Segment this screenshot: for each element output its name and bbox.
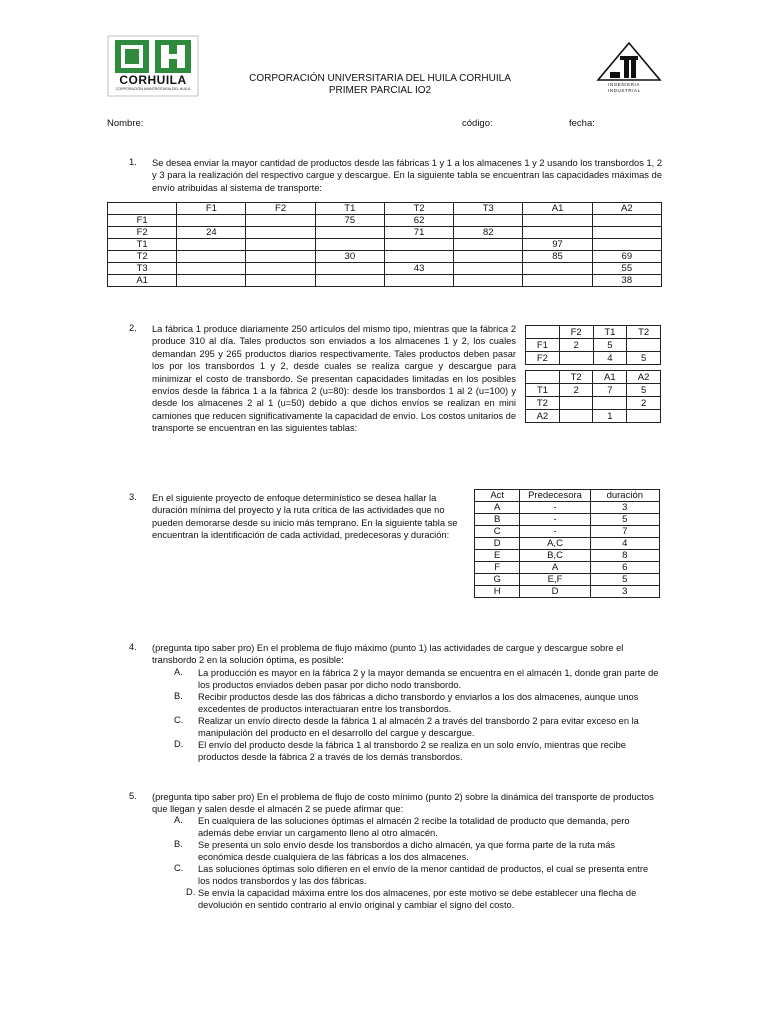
table-header-cell: A1 xyxy=(523,203,592,215)
table-cell: 4 xyxy=(590,538,659,550)
table-row xyxy=(475,574,660,586)
table-header-cell: F2 xyxy=(559,326,593,339)
table-cell: 43 xyxy=(384,263,453,275)
q4-option-d: El envío del producto desde la fábrica 1 al transbordo 2 se realiza en un solo envío, mientras que recibe productos desde la fábrica 2 a través de los demás transbordos. xyxy=(198,740,626,763)
table-cell: F1 xyxy=(526,339,560,352)
table-cell xyxy=(592,227,661,239)
table-header-row xyxy=(526,371,661,384)
table-cell: 5 xyxy=(593,339,627,352)
table-cell: 55 xyxy=(592,263,661,275)
table-row xyxy=(475,538,660,550)
table-cell xyxy=(315,227,384,239)
table-cell: 30 xyxy=(315,251,384,263)
table-cell xyxy=(454,263,523,275)
q5-option-d-letter: D. xyxy=(186,887,196,897)
table-cell: F2 xyxy=(526,352,560,365)
table-cell: A1 xyxy=(108,275,177,287)
table-cell xyxy=(523,215,592,227)
nombre-label: Nombre: xyxy=(107,118,144,129)
table-cell: 85 xyxy=(523,251,592,263)
table-row xyxy=(108,263,662,275)
table-row xyxy=(526,339,661,352)
table-header-cell: T1 xyxy=(315,203,384,215)
table-row xyxy=(526,410,661,423)
table-cell xyxy=(246,263,315,275)
table-cell xyxy=(177,239,246,251)
table-cell: 5 xyxy=(627,352,661,365)
q4-option-d-letter: D. xyxy=(174,739,184,749)
table-cell xyxy=(384,239,453,251)
table-cell: T2 xyxy=(108,251,177,263)
table-cell: F2 xyxy=(108,227,177,239)
q2-text: La fábrica 1 produce diariamente 250 artículos del mismo tipo, mientras que la fábrica 2 produce 310 al día. Tales productos son enviados a los almacenes 1 y 2, los cuales demandan 295 y 265 productos diarios respectivamente. Tales productos deben pasar los por los transbordos 1 y 2, desde cuales se realiza cargue y descargue para minimizar el costo de transbordo. Se presentan capacidades limitadas en los posibles envíos desde la fábrica 1 a la fábrica 2 (u=80): desde los transbordos 1 al 2 (u=100) y desde los almacenes 2 al 1 (u=50) debido a que dichos envíos se realizan en mini camiones que reducen significativamente la capacidad de envío. Los costos unitarios de transporte se encuentran en las siguientes tablas: xyxy=(152,324,516,434)
table-header-row xyxy=(526,326,661,339)
table-row xyxy=(475,514,660,526)
q5-option-a-letter: A. xyxy=(174,815,183,825)
logo-right-text-2: INDUSTRIAL xyxy=(608,88,641,93)
table-cell: C xyxy=(475,526,520,538)
table-cell xyxy=(246,251,315,263)
table-row xyxy=(475,526,660,538)
table-row xyxy=(108,251,662,263)
table-cell: A,C xyxy=(520,538,590,550)
table-cell xyxy=(559,410,593,423)
q4-option-c: Realizar un envío directo desde la fábrica 1 al almacén 2 a través del transbordo 2 para evitar exceso en la manipulación del producto en el desarrollo del cargue y descargue. xyxy=(198,716,639,739)
table-cell xyxy=(246,227,315,239)
table-cell: A xyxy=(520,562,590,574)
table-cell: 2 xyxy=(627,397,661,410)
table-cell: E,F xyxy=(520,574,590,586)
table-cell: G xyxy=(475,574,520,586)
table-cell: E xyxy=(475,550,520,562)
q4-option-c-letter: C. xyxy=(174,715,184,725)
table-cell xyxy=(454,275,523,287)
table-cell xyxy=(523,263,592,275)
table-cell xyxy=(523,275,592,287)
table-cell: 5 xyxy=(590,514,659,526)
triangle-logo-icon xyxy=(594,40,664,86)
q1-number: 1. xyxy=(129,157,137,167)
table-header-cell: A2 xyxy=(627,371,661,384)
table-cell: 7 xyxy=(590,526,659,538)
table-cell xyxy=(593,397,627,410)
table-row xyxy=(475,550,660,562)
table-cell xyxy=(454,215,523,227)
fecha-label: fecha: xyxy=(569,118,595,129)
q4-option-b-letter: B. xyxy=(174,691,183,701)
table-cell: D xyxy=(520,586,590,598)
q4-option-a-letter: A. xyxy=(174,667,183,677)
corhuila-logo xyxy=(107,35,199,97)
logo-left-text: CORHUILA xyxy=(119,73,187,87)
q2-cost-table-1 xyxy=(525,325,661,365)
q2-cost-table-2 xyxy=(525,370,661,423)
table-cell xyxy=(592,239,661,251)
table-row xyxy=(526,352,661,365)
table-cell xyxy=(315,275,384,287)
table-header-cell: Act xyxy=(475,490,520,502)
table-cell: F xyxy=(475,562,520,574)
table-cell xyxy=(559,397,593,410)
q5-text: (pregunta tipo saber pro) En el problema de flujo de costo mínimo (punto 2) sobre la dinámica del transporte de productos que llegan y salen desde el almacén 2 se puede afirmar que: xyxy=(152,792,654,815)
table-cell: 3 xyxy=(590,502,659,514)
table-cell xyxy=(177,263,246,275)
q4-option-a: La producción es mayor en la fábrica 2 y la mayor demanda se encuentra en el almacén 1, donde gran parte de los productos enviados deben pasar por dicho nodo transbordo. xyxy=(198,668,659,691)
table-cell: 5 xyxy=(590,574,659,586)
table-cell xyxy=(454,239,523,251)
q4-number: 4. xyxy=(129,642,137,652)
q2-number: 2. xyxy=(129,323,137,333)
table-row xyxy=(108,227,662,239)
table-cell xyxy=(592,215,661,227)
table-cell: H xyxy=(475,586,520,598)
table-row xyxy=(475,562,660,574)
table-row xyxy=(526,397,661,410)
table-cell: 75 xyxy=(315,215,384,227)
table-cell: B,C xyxy=(520,550,590,562)
table-cell: 3 xyxy=(590,586,659,598)
q5-option-c-letter: C. xyxy=(174,863,184,873)
q5-option-b: Se presenta un solo envío desde los transbordos a dicho almacén, ya que forma parte de la ruta más económica desde cualquiera de las fábricas a los dos almacenes. xyxy=(198,840,616,863)
table-header-cell: duración xyxy=(590,490,659,502)
table-cell: - xyxy=(520,502,590,514)
table-cell xyxy=(454,251,523,263)
q5-number: 5. xyxy=(129,791,137,801)
table-cell: T1 xyxy=(108,239,177,251)
table-cell: 69 xyxy=(592,251,661,263)
table-cell: 97 xyxy=(523,239,592,251)
q3-number: 3. xyxy=(129,492,137,502)
table-cell: T2 xyxy=(526,397,560,410)
table-row xyxy=(108,275,662,287)
table-cell xyxy=(246,275,315,287)
table-header-cell: T2 xyxy=(384,203,453,215)
table-header-row xyxy=(475,490,660,502)
table-cell: 62 xyxy=(384,215,453,227)
table-header-cell: F1 xyxy=(177,203,246,215)
q5-option-a: En cualquiera de las soluciones óptimas el almacén 2 recibe la totalidad de producto que demanda, pero además debe enviar un cargamento lleno al otro almacén. xyxy=(198,816,630,839)
table-header-cell: A2 xyxy=(592,203,661,215)
table-header-cell: F2 xyxy=(246,203,315,215)
table-cell xyxy=(315,263,384,275)
q4-text: (pregunta tipo saber pro) En el problema de flujo máximo (punto 1) las actividades de cargue y descargue sobre el transbordo 2 en la solución óptima, es posible: xyxy=(152,643,624,666)
table-cell: A2 xyxy=(526,410,560,423)
page-subtitle: PRIMER PARCIAL IO2 xyxy=(328,85,432,96)
table-header-cell xyxy=(526,326,560,339)
table-row xyxy=(108,239,662,251)
table-cell: 38 xyxy=(592,275,661,287)
q1-capacity-table xyxy=(107,202,662,287)
q5-option-c: Las soluciones óptimas solo difieren en el envío de la menor cantidad de productos, el cual se presenta entre los nodos transbordos y las dos fábricas. xyxy=(198,864,649,887)
table-cell: A xyxy=(475,502,520,514)
table-cell: 82 xyxy=(454,227,523,239)
table-cell xyxy=(315,239,384,251)
table-cell: 1 xyxy=(593,410,627,423)
table-cell xyxy=(559,352,593,365)
table-cell: 2 xyxy=(559,384,593,397)
table-cell: - xyxy=(520,514,590,526)
table-cell: B xyxy=(475,514,520,526)
table-cell: 6 xyxy=(590,562,659,574)
table-row xyxy=(475,502,660,514)
table-header-cell: T2 xyxy=(559,371,593,384)
table-cell xyxy=(627,410,661,423)
codigo-label: código: xyxy=(462,118,493,129)
q5-option-b-letter: B. xyxy=(174,839,183,849)
table-header-cell xyxy=(108,203,177,215)
logo-right-text-1: INGENIERIA xyxy=(608,82,641,87)
table-cell: 7 xyxy=(593,384,627,397)
table-cell: 2 xyxy=(559,339,593,352)
table-header-row xyxy=(108,203,662,215)
table-row xyxy=(108,215,662,227)
table-header-cell: T1 xyxy=(593,326,627,339)
q3-activities-table xyxy=(474,489,660,598)
table-cell xyxy=(246,215,315,227)
logo-left-sub: CORPORACIÓN UNIVERSITARIA DEL HUILA xyxy=(115,87,191,91)
table-header-cell: T3 xyxy=(454,203,523,215)
table-cell xyxy=(523,227,592,239)
ingenieria-logo xyxy=(594,40,664,102)
table-row xyxy=(526,384,661,397)
table-cell xyxy=(627,339,661,352)
table-cell: 24 xyxy=(177,227,246,239)
table-cell: T3 xyxy=(108,263,177,275)
table-header-cell xyxy=(526,371,560,384)
page-title: CORPORACIÓN UNIVERSITARIA DEL HUILA CORHUILA xyxy=(249,73,511,84)
q3-text: En el siguiente proyecto de enfoque determinístico se desea hallar la duración mínima del proyecto y la ruta crítica de las actividades que no pueden demorarse desde su inicio más temprano. En la siguiente tabla se encuentran la identificación de cada actividad, predecesoras y duración: xyxy=(152,493,458,541)
table-cell: 71 xyxy=(384,227,453,239)
table-row xyxy=(475,586,660,598)
q5-option-d: Se envía la capacidad máxima entre los dos almacenes, por este motivo se debe establecer una flecha de devolución en sentido contrario al envío original y cambiar el signo del costo. xyxy=(198,888,637,911)
table-cell xyxy=(384,275,453,287)
table-header-cell: Predecesora xyxy=(520,490,590,502)
q1-text: Se desea enviar la mayor cantidad de productos desde las fábricas 1 y 1 a los almacenes 1 y 2 usando los transbordos 1, 2 y 3 para la realización del respectivo cargue y descargue. En la siguiente tabla se encuentran las capacidades máximas de envío atribuidas al sistema de transporte: xyxy=(152,158,662,193)
table-cell: T1 xyxy=(526,384,560,397)
table-cell xyxy=(384,251,453,263)
table-header-cell: T2 xyxy=(627,326,661,339)
table-cell: D xyxy=(475,538,520,550)
q4-option-b: Recibir productos desde las dos fábricas a dicho transbordo y enviarlos a los dos almacenes, aunque unos excedentes de productos interactuaran entre los transbordos. xyxy=(198,692,639,715)
table-cell: 8 xyxy=(590,550,659,562)
table-cell xyxy=(177,251,246,263)
table-cell: F1 xyxy=(108,215,177,227)
table-cell xyxy=(246,239,315,251)
table-header-cell: A1 xyxy=(593,371,627,384)
table-cell xyxy=(177,275,246,287)
table-cell: 5 xyxy=(627,384,661,397)
table-cell: 4 xyxy=(593,352,627,365)
table-cell: - xyxy=(520,526,590,538)
table-cell xyxy=(177,215,246,227)
